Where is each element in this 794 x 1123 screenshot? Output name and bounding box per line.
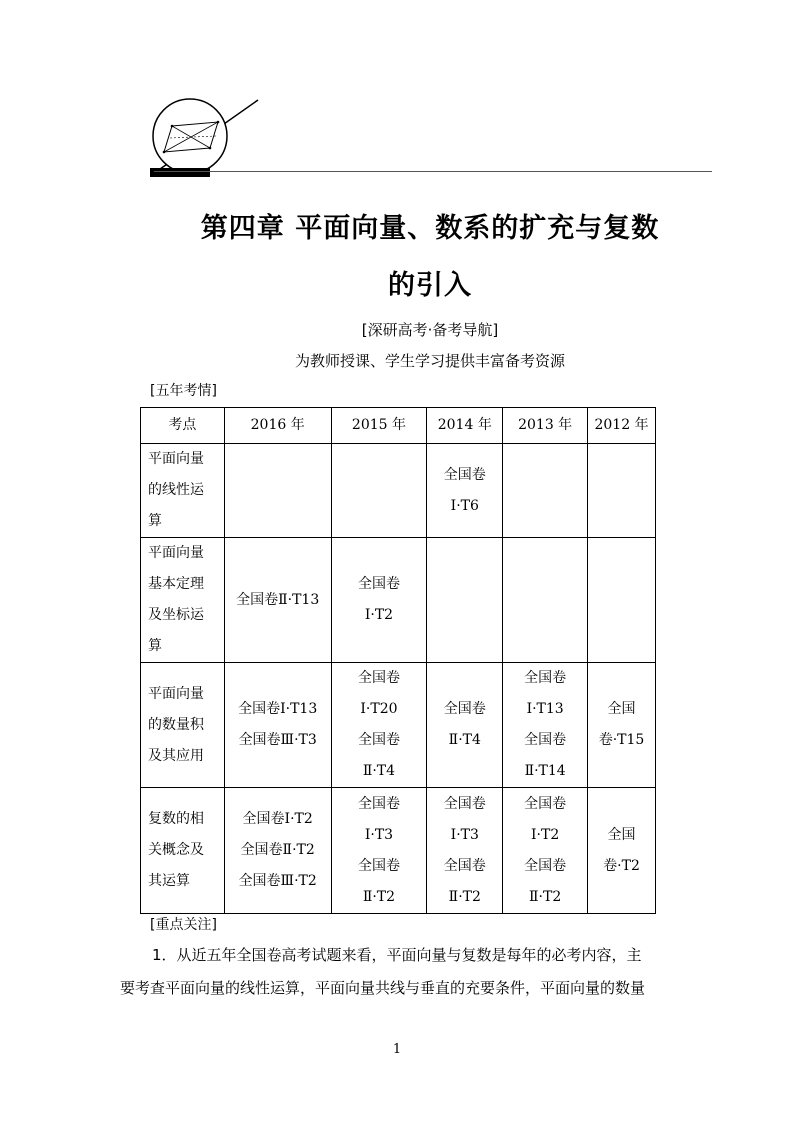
cell-line: 全国卷 <box>443 701 486 717</box>
table-cell <box>427 444 503 538</box>
cell-line: 全国卷Ⅲ·T3 <box>238 732 317 748</box>
topic-line: 的线性运 <box>148 482 204 498</box>
header-2014: 2014 年 <box>427 408 503 444</box>
table-cell <box>588 444 656 538</box>
topic-line: 其运算 <box>148 873 190 889</box>
table-cell <box>224 788 331 914</box>
cell-line: Ⅱ·T14 <box>524 763 566 779</box>
cell-line: 全国卷Ⅱ·T2 <box>240 842 315 858</box>
cell-line: 全国卷 <box>524 732 567 748</box>
topic-line: 基本定理 <box>148 576 204 592</box>
table-row <box>141 788 656 914</box>
subtitle-resource: 为教师授课、学生学习提供丰富备考资源 <box>294 352 565 370</box>
cell-line: 卷·T2 <box>603 857 640 874</box>
table-row <box>141 444 656 538</box>
header-2015: 2015 年 <box>331 408 427 444</box>
cell-line: 全国卷 <box>524 857 567 874</box>
topic-line: 的数量积 <box>148 716 204 733</box>
topic-cell <box>141 663 225 788</box>
table-cell <box>331 444 427 538</box>
table-cell <box>427 538 503 663</box>
topic-line: 算 <box>148 638 162 654</box>
cell-line: Ⅰ·T13 <box>526 701 564 717</box>
cell-line: 全国卷Ⅰ·T2 <box>242 811 313 827</box>
page-number: 1 <box>392 1042 402 1057</box>
cell-line: 全国卷 <box>443 466 486 483</box>
table-header-row <box>141 408 656 444</box>
topic-line: 关概念及 <box>148 842 204 858</box>
cell-line: 全国卷 <box>524 795 567 812</box>
topic-line: 平面向量 <box>148 451 204 467</box>
table-cell <box>503 444 588 538</box>
header-2013: 2013 年 <box>503 408 588 444</box>
table-cell <box>503 538 588 663</box>
header-topic: 考点 <box>141 408 225 444</box>
section-five-years-label: [五年考情] <box>150 383 217 399</box>
header-2016: 2016 年 <box>224 408 331 444</box>
table-cell <box>224 538 331 663</box>
cell-line: 全国卷 <box>357 795 400 812</box>
cell-line: 全国卷 <box>524 670 567 686</box>
cell-line: 全国卷 <box>357 857 400 874</box>
cell-line: 全国卷Ⅲ·T2 <box>238 873 317 889</box>
cell-line: Ⅱ·T2 <box>448 888 481 905</box>
topic-line: 复数的相 <box>148 811 204 827</box>
table-cell <box>331 663 427 788</box>
topic-line: 及坐标运 <box>148 607 204 623</box>
cell-line: Ⅱ·T4 <box>362 763 396 779</box>
table-cell <box>224 663 331 788</box>
cell-line: 卷·T15 <box>598 732 645 748</box>
cell-line: Ⅰ·T3 <box>364 826 394 843</box>
topic-line: 平面向量 <box>148 545 204 561</box>
table-cell <box>588 788 656 914</box>
topic-line: 及其应用 <box>148 747 204 764</box>
cell-line: Ⅰ·T20 <box>360 701 398 717</box>
topic-cell <box>141 538 225 663</box>
topic-line: 算 <box>148 513 162 529</box>
table-cell <box>331 788 427 914</box>
cell-line: Ⅱ·T4 <box>448 732 481 748</box>
table-cell <box>503 663 588 788</box>
table-cell <box>427 788 503 914</box>
cell-line: 全国卷 <box>443 795 486 812</box>
topic-line: 平面向量 <box>148 685 204 702</box>
table-cell <box>503 788 588 914</box>
cell-line: Ⅰ·T2 <box>364 607 394 623</box>
table-cell <box>427 663 503 788</box>
paragraph-line1: 1．从近五年全国卷高考试题来看，平面向量与复数是每年的必考内容，主 <box>152 946 642 964</box>
cell-line: 全国 <box>607 701 636 717</box>
cell-line: Ⅰ·T3 <box>450 826 479 843</box>
table-cell <box>331 538 427 663</box>
topic-cell <box>141 788 225 914</box>
header-rule <box>154 171 712 172</box>
table-row <box>141 538 656 663</box>
cell-line: 全国 <box>607 826 636 843</box>
paragraph-line2: 要考查平面向量的线性运算，平面向量共线与垂直的充要条件，平面向量的数量 <box>120 979 646 997</box>
cell-line: 全国卷Ⅰ·T13 <box>238 701 318 717</box>
cell-line: Ⅱ·T2 <box>529 888 562 905</box>
cell-line: Ⅱ·T2 <box>362 888 396 905</box>
cell-line: 全国卷 <box>357 576 400 592</box>
chapter-title-line2: 的引入 <box>388 270 472 301</box>
subtitle-guide: [深研高考·备考导航] <box>361 321 499 339</box>
table-cell <box>588 663 656 788</box>
cell-line: Ⅰ·T2 <box>531 826 560 843</box>
table-cell <box>588 538 656 663</box>
exam-stats-table <box>140 407 656 914</box>
table-cell <box>224 444 331 538</box>
section-focus-label: [重点关注] <box>150 917 217 933</box>
cell-line: 全国卷 <box>443 857 486 874</box>
cell-line: 全国卷 <box>357 670 400 686</box>
cell-line: Ⅰ·T6 <box>450 497 479 514</box>
topic-cell <box>141 444 225 538</box>
cell-line: 全国卷 <box>357 732 400 748</box>
geometry-circle-logo-icon <box>150 96 260 178</box>
cell-line: 全国卷Ⅱ·T13 <box>236 591 320 608</box>
header-2012: 2012 年 <box>588 408 656 444</box>
chapter-title-line1: 第四章 平面向量、数系的扩充与复数 <box>200 213 660 244</box>
table-row <box>141 663 656 788</box>
